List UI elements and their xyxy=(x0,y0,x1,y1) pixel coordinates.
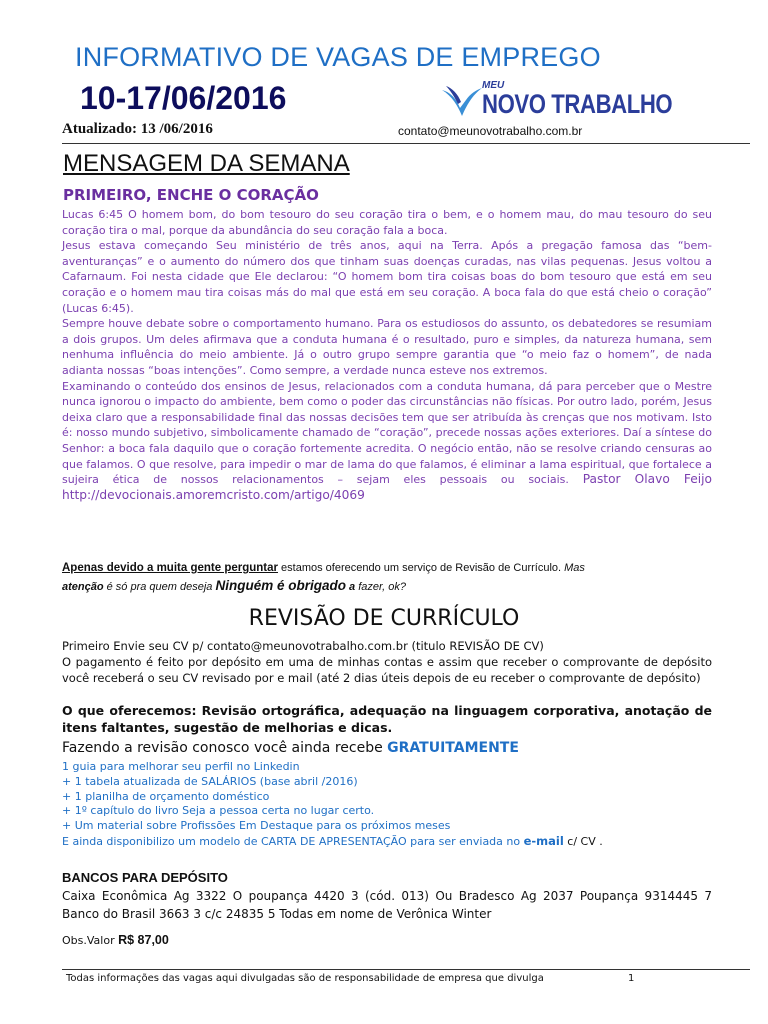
notice-attention: atenção xyxy=(62,581,104,593)
price-value: R$ 87,00 xyxy=(118,933,169,947)
notice-text: a xyxy=(346,581,356,593)
notice-text: estamos oferecendo um serviço de Revisão de Currículo. xyxy=(277,562,565,574)
notice-lead: Apenas devido a muita gente perguntar xyxy=(62,562,278,574)
bonus-item: + Um material sobre Profissões Em Destaque para os próximos meses xyxy=(62,819,451,833)
bonus-item-template xyxy=(62,834,603,850)
bonus-list xyxy=(62,760,603,850)
notice-emphasis: Ninguém é obrigado xyxy=(215,578,346,593)
message-title: MENSAGEM DA SEMANA xyxy=(63,150,350,177)
bonus-item: + 1 tabela atualizada de SALÁRIOS (base abril /2016) xyxy=(62,774,358,788)
message-subtitle: PRIMEIRO, ENCHE O CORAÇÃO xyxy=(63,186,319,204)
price-label: Obs.Valor xyxy=(62,934,119,947)
bonus-item: + 1 planilha de orçamento doméstico xyxy=(62,789,270,803)
template-lead: E ainda disponibilizo um modelo de CARTA DE APRESENTAÇÃO para ser enviada no xyxy=(62,834,524,848)
notice-text: é só pra quem deseja xyxy=(103,581,216,593)
footer-divider xyxy=(62,969,750,970)
page-number: 1 xyxy=(628,973,635,984)
notice-text: Mas xyxy=(564,562,585,574)
contact-email[interactable]: contato@meunovotrabalho.com.br xyxy=(398,124,583,138)
review-step: Primeiro Envie seu CV p/ contato@meunovotrabalho.com.br (titulo REVISÃO DE CV) xyxy=(62,639,544,653)
free-bonus-highlight: GRATUITAMENTE xyxy=(387,740,519,756)
logo-main-text: NOVO TRABALHO xyxy=(482,89,673,119)
free-bonus-heading xyxy=(62,740,519,756)
message-source[interactable]: Pastor Olavo Feijo http://devocionais.amoremcristo.com/artigo/4069 xyxy=(62,472,713,502)
price-line xyxy=(62,933,169,947)
bonus-item: + 1º capítulo do livro Seja a pessoa certa no lugar certo. xyxy=(62,804,375,818)
updated-date: Atualizado: 13 /06/2016 xyxy=(62,121,213,137)
footer-disclaimer: Todas informações das vagas aqui divulgadas são de responsabilidade de empresa que divulga xyxy=(66,973,544,984)
review-title: REVISÃO DE CURRÍCULO xyxy=(248,606,520,631)
template-tail: c/ CV . xyxy=(563,834,603,848)
header-divider xyxy=(62,143,750,144)
notice-line xyxy=(62,560,762,596)
review-payment: O pagamento é feito por depósito em uma de minhas contas e assim que receber o comprovante de depósito você receberá o seu CV revisado por e mail (até 2 dias úteis depois de eu receber o comprovante de depósito) xyxy=(62,655,712,685)
bonus-item: 1 guia para melhorar seu perfil no Linkedin xyxy=(62,760,300,773)
message-paragraph: Lucas 6:45 O homem bom, do bom tesouro do seu coração tira o bem, e o homem mau, do mau tesouro do seu coração tira o mal, porque da abundância do seu coração fala a boca. xyxy=(62,208,712,237)
notice-text: fazer, ok? xyxy=(355,581,406,593)
message-paragraph xyxy=(62,379,712,504)
document-title: INFORMATIVO DE VAGAS DE EMPREGO xyxy=(75,42,601,72)
banks-title: BANCOS PARA DEPÓSITO xyxy=(62,870,228,885)
message-paragraph: Sempre houve debate sobre o comportamento humano. Para os estudiosos do assunto, os debatedores se resumiam a dois grupos. Um deles afirmava que a conduta humana é o resultado, puro e simples, da natureza humana, sem nenhuma influência do meio ambiente. Já o outro grupo sempre garantia que “o meio faz o homem”, de nada adianta nossas “boas intenções”. Como sempre, a verdade nunca esteve nos extremos. xyxy=(62,317,712,377)
template-email-link[interactable]: e-mail xyxy=(523,833,564,848)
message-body xyxy=(62,207,712,503)
banks-details: Caixa Econômica Ag 3322 O poupança 4420 3 (cód. 013) Ou Bradesco Ag 2037 Poupança 9314445 7 Banco do Brasil 3663 3 c/c 24835 5 Todas em nome de Verônica Winter xyxy=(62,889,712,921)
message-paragraph: Jesus estava começando Seu ministério de três anos, aqui na Terra. Após a pregação famosa das “bem-aventuranças” e o aumento do número dos que tinham suas doenças curadas, nas vilas pequenas. Jesus voltou a Cafarnaum. Foi nesta cidade que Ele declarou: “O homem bom tira coisas boas do bom tesouro que está em seu coração e o homem mau tira coisas más do mal que está em seu coração. A boca fala do que está cheio o coração” (Lucas 6:45). xyxy=(62,239,712,315)
review-offer: O que oferecemos: Revisão ortográfica, adequação na linguagem corporativa, anotação de itens faltantes, sugestão de melhorias e dicas. xyxy=(62,703,712,735)
logo-small-text: MEU xyxy=(482,80,505,91)
review-body xyxy=(62,638,712,686)
message-paragraph-text: Examinando o conteúdo dos ensinos de Jesus, relacionados com a conduta humana, dá para perceber que o Mestre nunca ignorou o impacto do ambiente, bem como o poder das circunstâncias não físicas. Por outro lado, porém, Jesus deixa claro que a responsabilidade final das nossas decisões tem que ser atribuída às crenças que nos motivam. Isto é: nosso mundo subjetivo, simbolicamente chamado de “coração”, precede nossas ações exteriores. Daí a síntese do Senhor: a boca fala daquilo que o coração fortemente acredita. O negócio então, não se resolve criando censuras ao que falamos. O que resolve, para impedir o mar de lama do que falamos, é eliminar a lama espiritual, que fortalece a sujeira ética de nossos relacionamentos – sejam eles pessoais ou sociais. xyxy=(62,379,712,487)
free-bonus-lead: Fazendo a revisão conosco você ainda recebe xyxy=(62,740,388,756)
checkmark-swoosh-icon xyxy=(440,82,484,126)
brand-logo xyxy=(440,80,690,126)
date-range: 10-17/06/2016 xyxy=(80,80,287,116)
